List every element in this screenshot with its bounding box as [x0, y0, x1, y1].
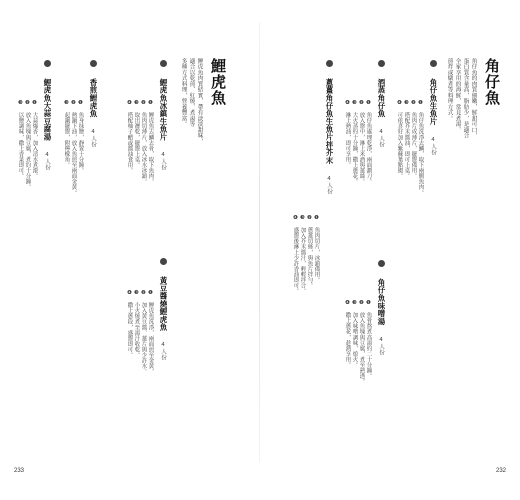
- recipe-step: ❶ 魚肉切片，冰鎮備用。: [313, 215, 320, 283]
- recipe-step: ❶ 鯉虎魚去鱗去骨，取下魚肉。: [147, 100, 154, 185]
- bullet-icon: [160, 258, 167, 265]
- recipe-title: 鯉虎魚大蒜豆腐湯: [43, 78, 52, 141]
- intro-line: 蛋白質含量高，脂肪少，是適合: [462, 58, 469, 139]
- page-number: 233: [14, 468, 25, 474]
- recipe-step: ❷ 加入黃豆醬、薑片與少許水。: [140, 290, 147, 375]
- recipe-title: 角仔魚味噌湯: [377, 278, 386, 326]
- recipe-title: 香煎鯉虎魚: [89, 78, 98, 118]
- recipe-step: ❹ 撒上蔥花，趁熱享用。: [344, 300, 351, 368]
- recipe-step: ❷ 放入魚塊與豆腐，煮至熟透。: [358, 300, 365, 385]
- recipe-step: ❸ 加入味噌調味，熄火。: [351, 300, 358, 368]
- recipe-title: 蔥薑角仔魚生魚片拌芥末: [325, 78, 334, 165]
- recipe-step: ❷ 魚肉切薄片，放入冰水冰鎮。: [140, 100, 147, 185]
- recipe-servings: 4人份: [90, 128, 96, 148]
- recipe-step: ❸ 以鹽調味，撒上香菜即可。: [17, 100, 24, 179]
- recipe-step: ❸ 起鍋擺盤，附檸檬角。: [63, 100, 70, 168]
- recipe-heading: [376, 260, 387, 360]
- intro-line: 角仔魚的肉質細嫩，鮮甜可口，: [470, 58, 477, 139]
- intro-line: 全家享用的海鮮，常見煮湯、: [454, 58, 461, 133]
- page-title: 鯉虎魚: [209, 58, 227, 106]
- recipe-heading: [158, 258, 169, 373]
- bullet-icon: [430, 60, 437, 67]
- page-number: 232: [495, 468, 506, 474]
- recipe-step: ❶ 魚身抹鹽，靜置十分鐘。: [77, 100, 84, 174]
- recipe-step: ❸ 取出瀝乾，擺盤上桌。: [133, 100, 140, 168]
- recipe-servings: 4人份: [160, 342, 166, 361]
- recipe-step: ❹ 盛盤後淋上少許香油即可。: [292, 215, 299, 294]
- recipe-title: 鯉虎魚冰鎮生魚片: [159, 78, 168, 141]
- bullet-icon: [90, 60, 97, 67]
- recipe-heading: [42, 60, 53, 171]
- page-title: 角仔魚: [483, 58, 501, 106]
- recipe-servings: 4人份: [378, 336, 384, 356]
- recipe-step: ❶ 鯉虎魚洗淨，兩面煎至金黃。: [147, 290, 154, 375]
- bullet-icon: [378, 260, 385, 267]
- recipe-step: ❶ 角仔魚洗淨去鱗，取下兩側魚肉。: [417, 100, 424, 196]
- bullet-icon: [160, 60, 167, 67]
- recipe-title: 角仔魚生魚片: [429, 78, 438, 126]
- recipe-step: ❶ 角仔魚處理乾淨，兩面劃刀。: [365, 100, 372, 185]
- recipe-servings: 4人份: [430, 136, 436, 156]
- recipe-step: ❸ 大火蒸約十分鐘，撒上蔥花。: [351, 100, 358, 185]
- recipe-step: ❷ 熱鍋下油，放入魚煎至兩面金黃。: [70, 100, 77, 196]
- intro-line: 適合以乾煎、紅燒、煮湯等: [188, 58, 195, 127]
- recipe-step: ❷ 放入魚塊與豆腐，煮約十分鐘。: [24, 100, 31, 190]
- recipe-step: ❷ 魚肉片成薄片，擺盤備用。: [410, 100, 417, 179]
- bullet-icon: [378, 60, 385, 67]
- recipe-step: ❶ 魚骨熬煮高湯約二十分鐘。: [365, 300, 372, 379]
- intro-line: 鯉虎魚肉質結實，帶有淡淡甜味，: [196, 58, 203, 145]
- recipe-step: ❸ 搭配芥末醬油，即可上桌。: [403, 100, 410, 179]
- page-right: [260, 0, 520, 500]
- recipe-heading: [376, 60, 387, 150]
- recipe-title: 酒蒸角仔魚: [377, 78, 386, 118]
- recipe-step: ❶ 大蒜爆香，加入清水煮滾。: [31, 100, 38, 179]
- recipe-heading: [324, 60, 335, 210]
- bullet-icon: [326, 60, 333, 67]
- recipe-step: ❷ 蔥薑切絲，與魚片拌勻。: [306, 215, 313, 289]
- recipe-step: ❹ 搭配柚子醋或醬油食用。: [126, 100, 133, 174]
- intro-line: 多種方式料理，營養豐富。: [180, 58, 187, 127]
- recipe-step: ❸ 小火燒煮至湯汁收乾。: [133, 290, 140, 358]
- recipe-title: 黃豆醬燒鯉虎魚: [159, 276, 168, 332]
- recipe-servings: 4人份: [326, 175, 332, 195]
- bullet-icon: [44, 60, 51, 67]
- recipe-step: ❸ 加入芥末醬汁，輕輕拌合。: [299, 215, 306, 294]
- intro-line: 煎炸或燉煮等料理方式。: [446, 58, 453, 122]
- recipe-heading: [428, 60, 439, 160]
- recipe-step: ❹ 撒上蔥段，盛盤即可。: [126, 290, 133, 358]
- recipe-heading: [88, 60, 99, 155]
- recipe-servings: 4人份: [160, 152, 166, 171]
- recipe-servings: 4人份: [378, 128, 384, 148]
- recipe-step: ❹ 淋上熱油，即可享用。: [344, 100, 351, 168]
- recipe-heading: [158, 60, 169, 175]
- recipe-servings: 4人份: [44, 152, 50, 171]
- recipe-step: ❹ 可依喜好加入紫蘇葉點綴。: [396, 100, 403, 179]
- recipe-step: ❷ 放入盤中，淋上米酒與薑絲。: [358, 100, 365, 185]
